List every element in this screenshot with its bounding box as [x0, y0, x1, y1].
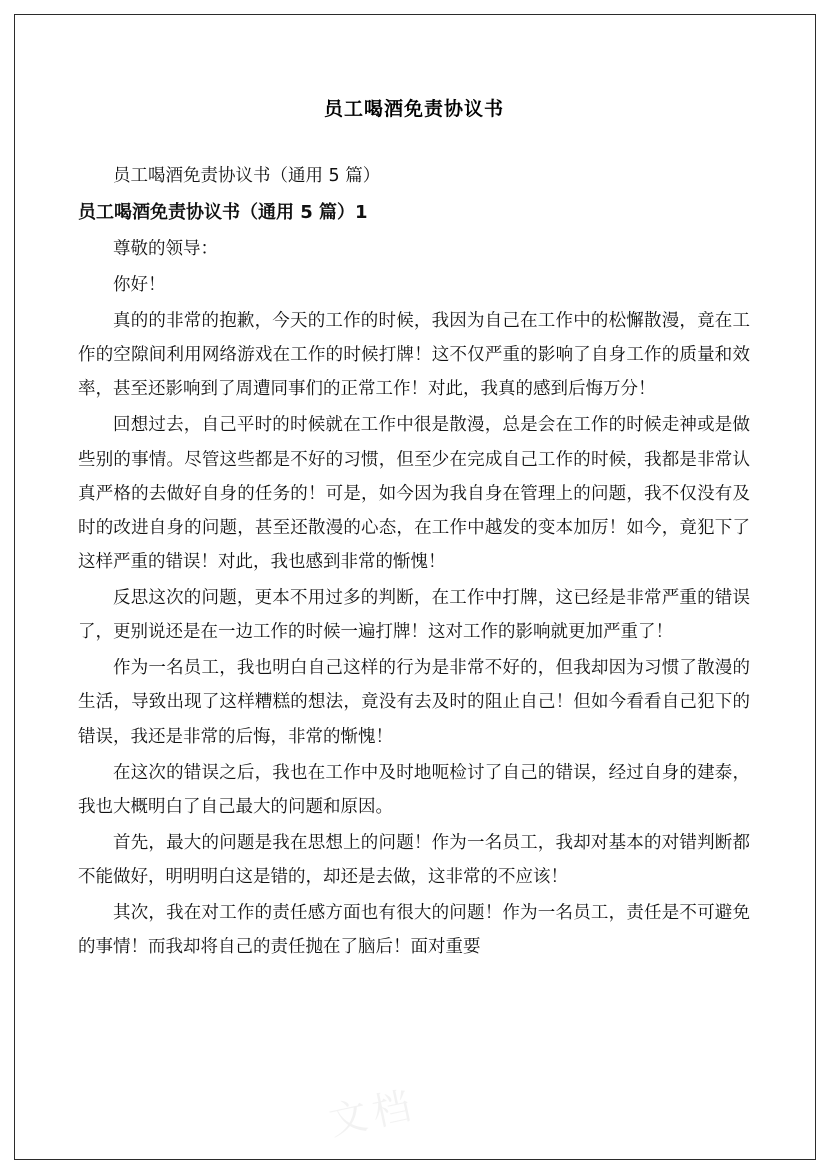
paragraph-body-6: 首先，最大的问题是我在思想上的问题！作为一名员工，我却对基本的对错判断都不能做好，明明明白这是错的，却还是去做，这非常的不应该！	[78, 832, 750, 888]
paragraph-body-3: 反思这次的问题，更本不用过多的判断，在工作中打牌，这已经是非常严重的错误了，更别说还是在一边工作的时候一遍打牌！这对工作的影响就更加严重了！	[78, 588, 750, 643]
paragraph-body-5: 在这次的错误之后，我也在工作中及时地呃检讨了自己的错误，经过自身的建泰，我也大概明白了自己最大的问题和原因。	[78, 762, 750, 817]
paragraph-salutation: 尊敬的领导：	[113, 238, 218, 259]
paragraph-body-7: 其次，我在对工作的责任感方面也有很大的问题！作为一名员工，责任是不可避免的事情！而我却将自己的责任抛在了脑后！面对重要	[78, 903, 750, 958]
document-subtitle: 员工喝酒免责协议书（通用 5 篇）	[113, 165, 381, 186]
paragraph-greeting: 你好！	[113, 274, 166, 295]
document-content	[78, 96, 750, 966]
page-title: 员工喝酒免责协议书	[323, 98, 504, 120]
paragraph-body-4: 作为一名员工，我也明白自己这样的行为是非常不好的，但我却因为习惯了散漫的生活，导致出现了这样糟糕的想法，竟没有去及时的阻止自己！但如今看看自己犯下的错误，我还是非常的后悔，非常的惭愧！	[78, 658, 750, 747]
watermark: 文档	[325, 1082, 421, 1144]
paragraph-body-1: 真的的非常的抱歉，今天的工作的时候，我因为自己在工作中的松懈散漫，竟在工作的空隙间利用网络游戏在工作的时候打牌！这不仅严重的影响了自身工作的质量和效率，甚至还影响到了周遭同事们的正常工作！对此，我真的感到后悔万分！	[78, 311, 750, 400]
section-heading: 员工喝酒免责协议书（通用 5 篇）1	[78, 201, 368, 223]
paragraph-body-2: 回想过去，自己平时的时候就在工作中很是散漫，总是会在工作的时候走神或是做些别的事情。尽管这些都是不好的习惯，但至少在完成自己工作的时候，我都是非常认真严格的去做好自身的任务的！可是，如今因为我自身在管理上的问题，我不仅没有及时的改进自身的问题，甚至还散漫的心态，在工作中越发的变本加厉！如今，竟犯下了这样严重的错误！对此，我也感到非常的惭愧！	[78, 415, 750, 572]
